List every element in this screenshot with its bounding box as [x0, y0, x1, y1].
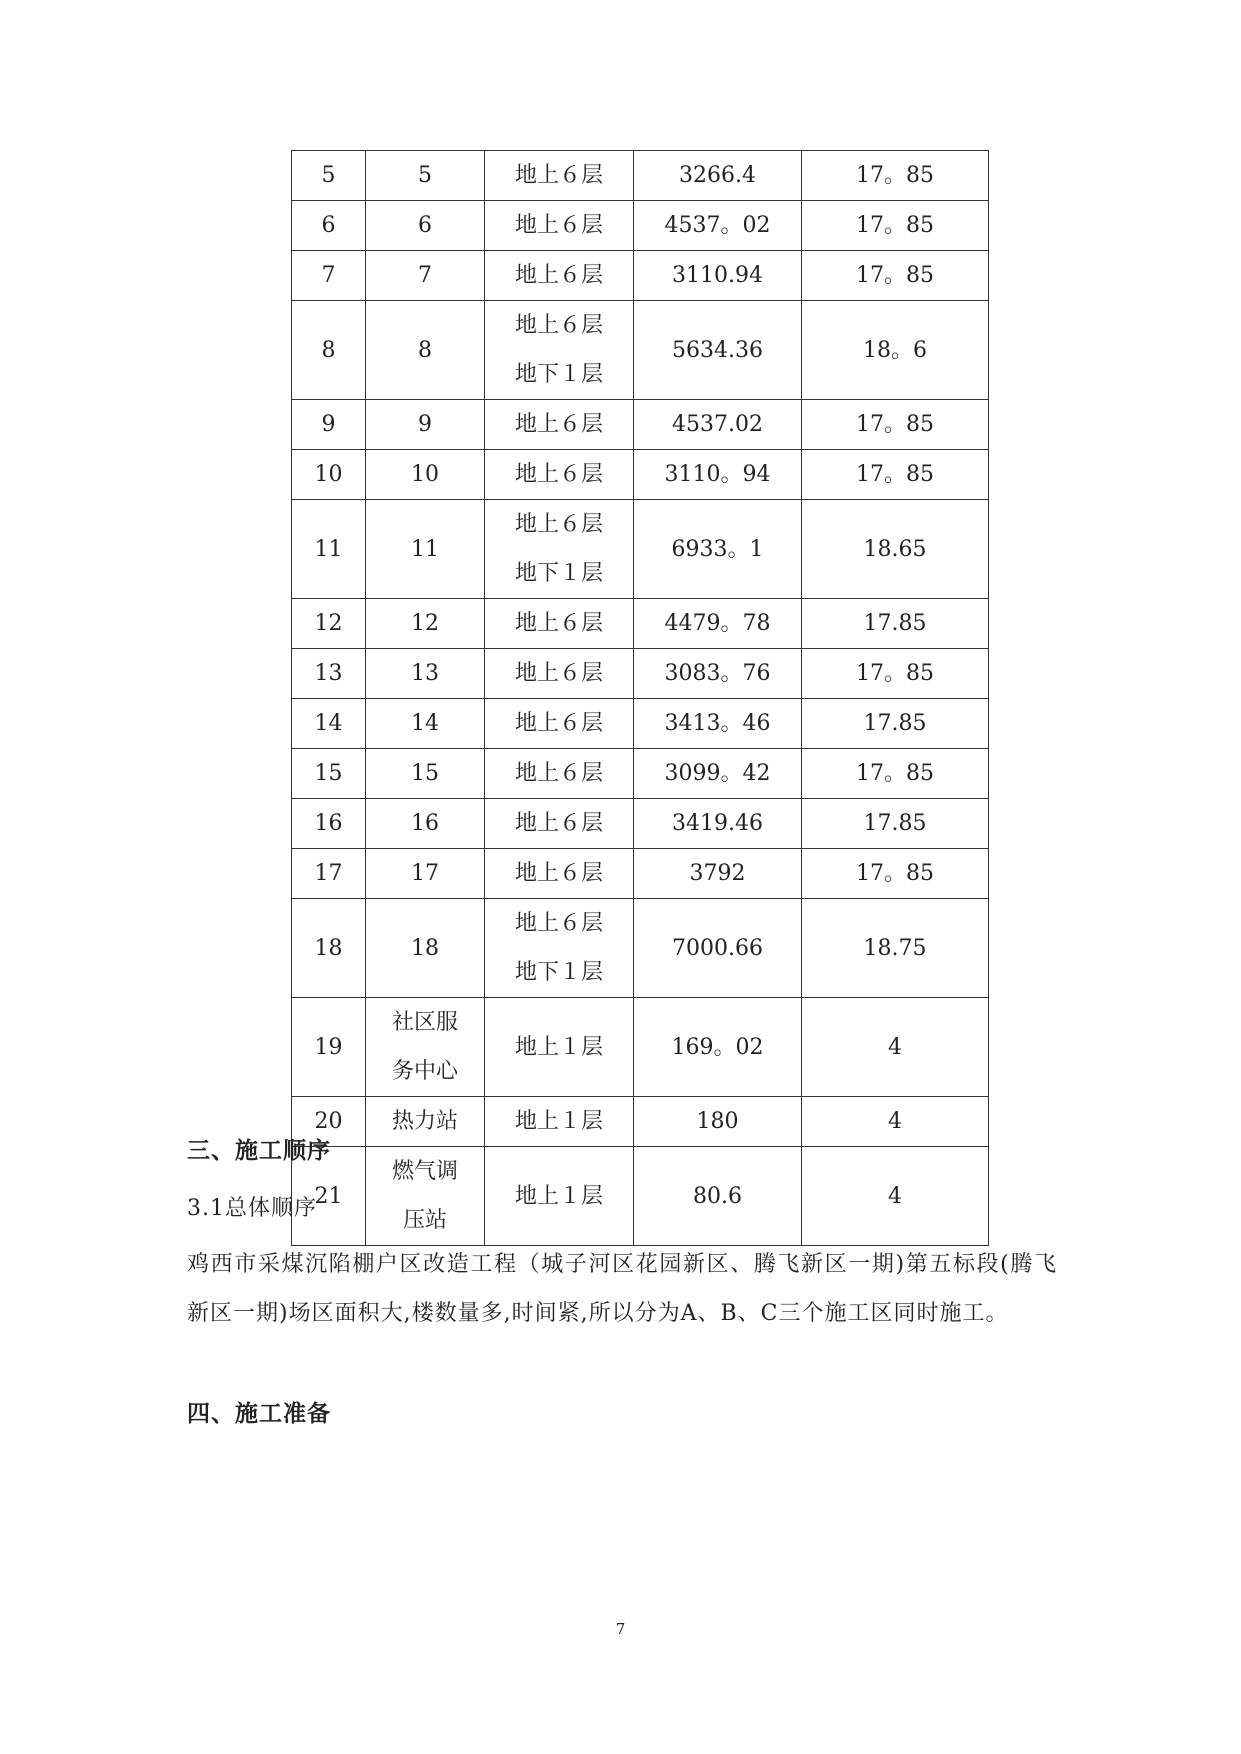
cell-seq-no: 9: [292, 400, 366, 450]
cell-area: 5634.36: [634, 301, 802, 400]
cell-building: [366, 301, 485, 400]
cell-height: 4: [802, 1097, 989, 1147]
cell-floors: [485, 1147, 634, 1246]
cell-floors-line: 地上６层: [514, 861, 603, 886]
cell-building-line: 燃气调: [391, 1159, 458, 1184]
cell-floors: [485, 799, 634, 849]
table-row: [292, 1147, 989, 1246]
cell-area: 80.6: [634, 1147, 802, 1246]
cell-area: 3110。94: [634, 450, 802, 500]
cell-seq-no: 15: [292, 749, 366, 799]
cell-seq-no: 20: [292, 1097, 366, 1147]
cell-floors-line: 地上６层: [514, 512, 603, 537]
cell-building-line: 15: [411, 761, 439, 786]
cell-building: [366, 599, 485, 649]
cell-building-line: 压站: [402, 1208, 447, 1233]
cell-seq-no: 8: [292, 301, 366, 400]
cell-building-line: 12: [411, 611, 439, 636]
cell-floors: [485, 500, 634, 599]
table-row: [292, 400, 989, 450]
cell-seq-no: 12: [292, 599, 366, 649]
cell-seq-no: 19: [292, 998, 366, 1097]
cell-building-line: 18: [411, 935, 439, 961]
cell-floors-line: 地上１层: [514, 1183, 603, 1209]
cell-building-line: 16: [411, 811, 439, 836]
cell-building: [366, 251, 485, 301]
table-row: [292, 301, 989, 400]
cell-area: 3266.4: [634, 151, 802, 201]
cell-building-line: 14: [411, 711, 439, 736]
cell-area: 6933。1: [634, 500, 802, 599]
cell-seq-no: 13: [292, 649, 366, 699]
cell-area: 169。02: [634, 998, 802, 1097]
cell-height: 18.65: [802, 500, 989, 599]
cell-building: [366, 400, 485, 450]
cell-height: 17.85: [802, 799, 989, 849]
cell-floors-line: 地上６层: [514, 761, 603, 786]
cell-seq-no: 18: [292, 899, 366, 998]
cell-building: [366, 1097, 485, 1147]
cell-floors-line: 地上６层: [514, 462, 603, 487]
cell-floors: [485, 998, 634, 1097]
table-row: [292, 201, 989, 251]
cell-seq-no: 21: [292, 1147, 366, 1246]
cell-height: 17.85: [802, 699, 989, 749]
cell-building-line: 务中心: [391, 1059, 458, 1084]
cell-building-line: 5: [418, 163, 432, 188]
cell-floors: [485, 301, 634, 400]
table-row: [292, 899, 989, 998]
cell-building-line: 6: [418, 213, 432, 238]
cell-floors: [485, 400, 634, 450]
cell-building: [366, 998, 485, 1097]
cell-building: [366, 1147, 485, 1246]
table-row: [292, 151, 989, 201]
cell-seq-no: 17: [292, 849, 366, 899]
cell-building-line: 11: [411, 536, 439, 562]
section-heading-construction-preparation: 四、施工准备: [187, 1400, 331, 1427]
cell-seq-no: 14: [292, 699, 366, 749]
table-row: [292, 799, 989, 849]
cell-floors: [485, 849, 634, 899]
cell-floors-line: 地上６层: [514, 412, 603, 437]
cell-height: 17。85: [802, 749, 989, 799]
cell-floors: [485, 899, 634, 998]
cell-area: 180: [634, 1097, 802, 1147]
cell-height: 17。85: [802, 201, 989, 251]
table-row: [292, 251, 989, 301]
cell-building: [366, 201, 485, 251]
building-table: [291, 150, 989, 1246]
cell-seq-no: 16: [292, 799, 366, 849]
table-row: [292, 749, 989, 799]
table-row: [292, 500, 989, 599]
cell-building: [366, 899, 485, 998]
table-row: [292, 998, 989, 1097]
table-row: [292, 1097, 989, 1147]
cell-height: 17。85: [802, 450, 989, 500]
cell-seq-no: 6: [292, 201, 366, 251]
cell-height: 4: [802, 998, 989, 1097]
cell-floors: [485, 1097, 634, 1147]
cell-floors: [485, 450, 634, 500]
cell-height: 18.75: [802, 899, 989, 998]
cell-building-line: 13: [411, 661, 439, 686]
cell-floors-line: 地下１层: [514, 362, 603, 387]
cell-area: 7000.66: [634, 899, 802, 998]
cell-floors-line: 地上６层: [514, 163, 603, 188]
cell-area: 3099。42: [634, 749, 802, 799]
cell-building: [366, 649, 485, 699]
cell-building-line: 9: [418, 412, 432, 437]
section-heading-construction-order: 三、施工顺序: [187, 1137, 331, 1164]
cell-seq-no: 10: [292, 450, 366, 500]
page-number: 7: [615, 1620, 626, 1638]
cell-seq-no: 5: [292, 151, 366, 201]
cell-floors-line: 地上６层: [514, 611, 603, 636]
cell-height: 17.85: [802, 599, 989, 649]
cell-area: 4537。02: [634, 201, 802, 251]
cell-floors: [485, 151, 634, 201]
cell-floors-line: 地上１层: [514, 1109, 603, 1134]
cell-floors-line: 地上６层: [514, 711, 603, 736]
cell-height: 17。85: [802, 251, 989, 301]
cell-floors: [485, 599, 634, 649]
cell-seq-no: 7: [292, 251, 366, 301]
table-row: [292, 599, 989, 649]
subsection-heading-overall-order: 3.1总体顺序: [187, 1196, 317, 1221]
table-row: [292, 450, 989, 500]
cell-seq-no: 11: [292, 500, 366, 599]
cell-area: 3083。76: [634, 649, 802, 699]
cell-height: 4: [802, 1147, 989, 1246]
cell-floors: [485, 251, 634, 301]
cell-area: 3110.94: [634, 251, 802, 301]
cell-building: [366, 799, 485, 849]
cell-height: 17。85: [802, 849, 989, 899]
cell-height: 18。6: [802, 301, 989, 400]
cell-height: 17。85: [802, 151, 989, 201]
cell-building-line: 热力站: [391, 1109, 458, 1134]
cell-building: [366, 699, 485, 749]
cell-floors-line: 地上６层: [514, 661, 603, 686]
cell-building-line: 7: [418, 263, 432, 288]
cell-height: 17。85: [802, 400, 989, 450]
cell-area: 3792: [634, 849, 802, 899]
cell-building-line: 17: [411, 861, 439, 886]
cell-floors-line: 地上６层: [514, 263, 603, 288]
cell-area: 3419.46: [634, 799, 802, 849]
cell-floors-line: 地上６层: [514, 911, 603, 936]
cell-floors: [485, 699, 634, 749]
cell-building-line: 社区服: [391, 1010, 458, 1035]
table-row: [292, 849, 989, 899]
cell-building: [366, 849, 485, 899]
cell-floors: [485, 749, 634, 799]
cell-area: 4537.02: [634, 400, 802, 450]
cell-building: [366, 749, 485, 799]
cell-building: [366, 500, 485, 599]
paragraph-overall-order: 鸡西市采煤沉陷棚户区改造工程（城子河区花园新区、腾飞新区一期)第五标段(腾飞新区一期)场区面积大,楼数量多,时间紧,所以分为A、B、C三个施工区同时施工。: [187, 1252, 1057, 1326]
cell-floors: [485, 201, 634, 251]
table-row: [292, 649, 989, 699]
cell-floors: [485, 649, 634, 699]
cell-floors-line: 地下１层: [514, 561, 603, 586]
cell-area: 4479。78: [634, 599, 802, 649]
table-row: [292, 699, 989, 749]
cell-building-line: 8: [418, 337, 432, 363]
cell-area: 3413。46: [634, 699, 802, 749]
cell-floors-line: 地上６层: [514, 213, 603, 238]
cell-building: [366, 450, 485, 500]
table-body: [292, 151, 989, 1246]
cell-building: [366, 151, 485, 201]
cell-floors-line: 地下１层: [514, 960, 603, 985]
cell-floors-line: 地上６层: [514, 313, 603, 338]
cell-height: 17。85: [802, 649, 989, 699]
cell-floors-line: 地上１层: [514, 1034, 603, 1060]
cell-building-line: 10: [411, 462, 439, 487]
cell-floors-line: 地上６层: [514, 811, 603, 836]
